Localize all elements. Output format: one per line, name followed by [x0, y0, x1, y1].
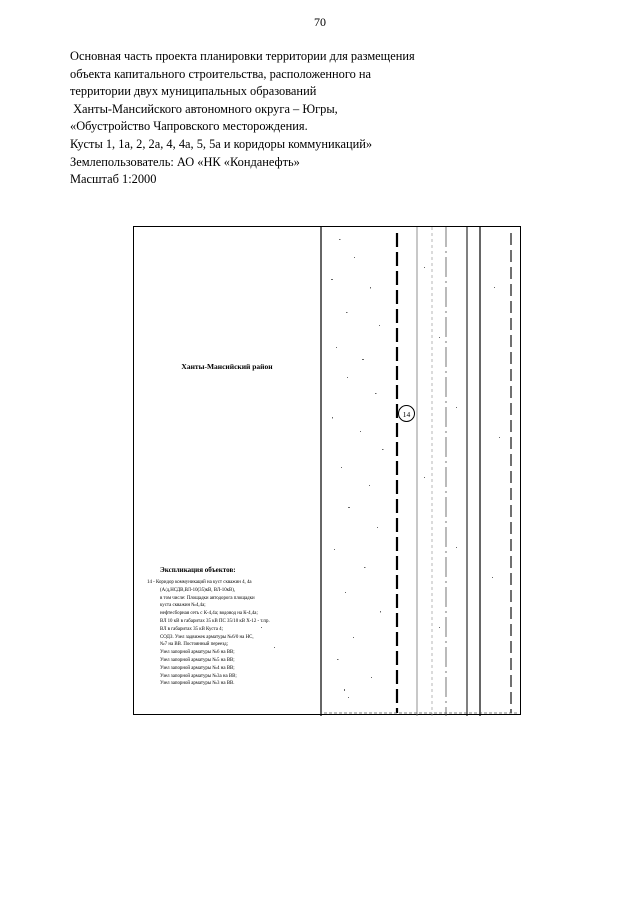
legend-line: №7 на ВВ. Постоянный переезд; [160, 642, 228, 648]
legend-line: 14 - Коридор коммуникаций на куст скважин 4, 4а [147, 580, 252, 585]
header-line: «Обустройство Чапровского месторождения. [70, 119, 308, 134]
legend-line: Узел запорной арматуры №6 на ВВ; [160, 650, 235, 656]
header-line: Ханты-Мансийского автономного округа – Югры, [70, 101, 338, 116]
legend-line: Узел запорной арматуры №3 на ВВ. [160, 681, 235, 687]
legend-line: (А/д,НСДВ,ВЛ-10(35)кВ, ВЛ-10кВ), [160, 587, 236, 593]
legend-line: Узел запорной арматуры №3а на ВВ; [160, 673, 237, 679]
document-header [70, 48, 570, 189]
district-label: Ханты-Мансийский район [181, 362, 273, 371]
legend-line: нефтесборная сеть с К-4,4а; водовод на К-4,4а; [160, 611, 258, 617]
legend-line: СОДЗ. Узел задвижек арматуры №6/0 на НС, [160, 634, 254, 640]
legend-title: Экспликация объектов: [160, 566, 236, 574]
header-line: объекта капитального строительства, расположенного на [70, 66, 372, 81]
legend-line: ВЛ в габаритах 35 кВ Куста 4; [160, 626, 223, 632]
legend-line: ВЛ 10 кВ в габаритах 35 кВ ПС 35/10 кВ Х-12 - т.пр. [160, 618, 270, 624]
site-plan-map [133, 226, 521, 715]
header-line: Масштаб 1:2000 [70, 172, 157, 187]
legend-line: Узел запорной арматуры №5 на ВВ; [160, 657, 235, 663]
header-line: Основная часть проекта планировки территории для размещения [70, 49, 415, 63]
legend [147, 579, 319, 688]
header-line: Землепользователь: АО «НК «Конданефть» [70, 154, 300, 169]
object-marker: 14 [398, 405, 415, 422]
legend-line: Узел запорной арматуры №4 на ВВ; [160, 665, 235, 671]
page-number: 70 [314, 15, 326, 29]
header-line: Кусты 1, 1а, 2, 2а, 4, 4а, 5, 5а и коридоры коммуникаций» [70, 136, 373, 151]
legend-line: в том числе: Площадки автодорога площадки [160, 595, 255, 601]
header-line: территории двух муниципальных образований [70, 84, 317, 99]
legend-line: куста скважин №4,4а; [160, 603, 206, 609]
